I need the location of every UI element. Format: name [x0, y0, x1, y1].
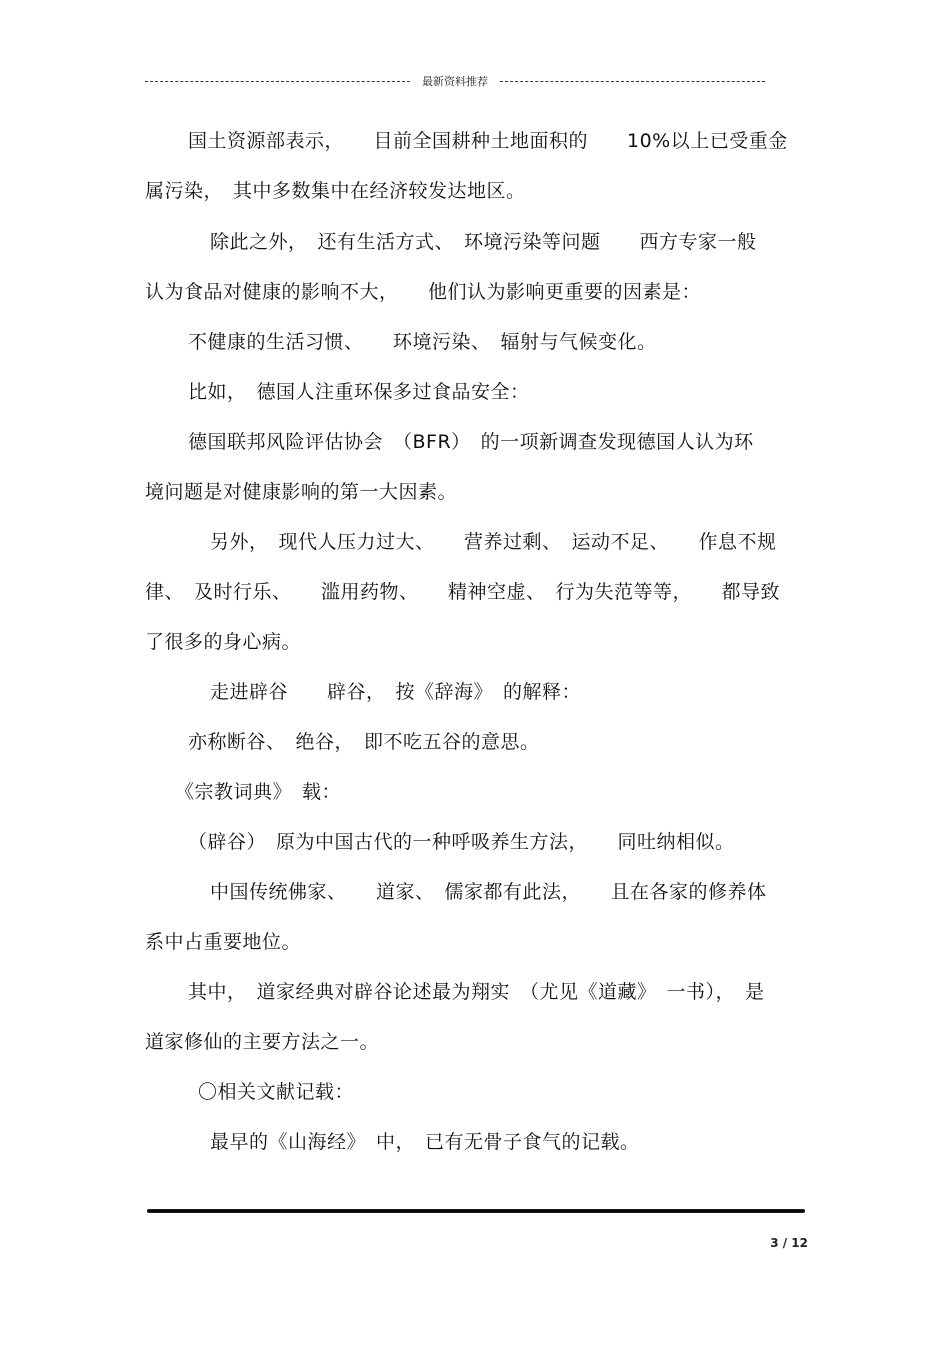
text-line: 不健康的生活习惯、 环境污染、 辐射与气候变化。: [188, 331, 657, 353]
header-dash-left: [145, 81, 410, 82]
text-line: 另外， 现代人压力过大、 营养过剩、 运动不足、 作息不规: [210, 531, 777, 553]
text-line: 除此之外， 还有生活方式、 环境污染等问题 西方专家一般: [210, 231, 757, 253]
text-line: 其中， 道家经典对辟谷论述最为翔实 （尤见《道藏》 一书）， 是: [188, 981, 765, 1003]
text-line: 〇相关文献记载：: [198, 1081, 355, 1103]
text-line: 中国传统佛家、 道家、 儒家都有此法， 且在各家的修养体: [210, 881, 767, 903]
header-title: 最新资料推荐: [422, 75, 488, 88]
text-line: 道家修仙的主要方法之一。: [145, 1031, 380, 1053]
text-line: 亦称断谷、 绝谷， 即不吃五谷的意思。: [188, 731, 540, 753]
text-line: 了很多的身心病。: [145, 631, 302, 653]
text-line: 系中占重要地位。: [145, 931, 302, 953]
text-line: 走进辟谷 辟谷， 按《辞海》 的解释：: [210, 681, 582, 703]
text-line: （辟谷） 原为中国古代的一种呼吸养生方法， 同吐纳相似。: [188, 831, 735, 853]
text-line: 德国联邦风险评估协会 （BFR） 的一项新调查发现德国人认为环: [188, 431, 754, 453]
text-line: 境问题是对健康影响的第一大因素。: [145, 481, 458, 503]
page-header: [145, 72, 765, 90]
text-line: 律、 及时行乐、 滥用药物、 精神空虚、 行为失范等等， 都导致: [145, 581, 781, 603]
text-line: 国土资源部表示， 目前全国耕种土地面积的 10%以上已受重金: [188, 130, 788, 152]
page-number: 3 / 12: [770, 1236, 808, 1250]
footer-rule: [147, 1209, 805, 1213]
header-dash-right: [500, 81, 765, 82]
text-line: 《宗教词典》 载：: [175, 781, 342, 803]
text-line: 最早的《山海经》 中， 已有无骨子食气的记载。: [210, 1131, 640, 1153]
text-line: 比如， 德国人注重环保多过食品安全：: [188, 381, 530, 403]
text-line: 认为食品对健康的影响不大， 他们认为影响更重要的因素是：: [145, 281, 702, 303]
text-line: 属污染， 其中多数集中在经济较发达地区。: [145, 180, 526, 202]
